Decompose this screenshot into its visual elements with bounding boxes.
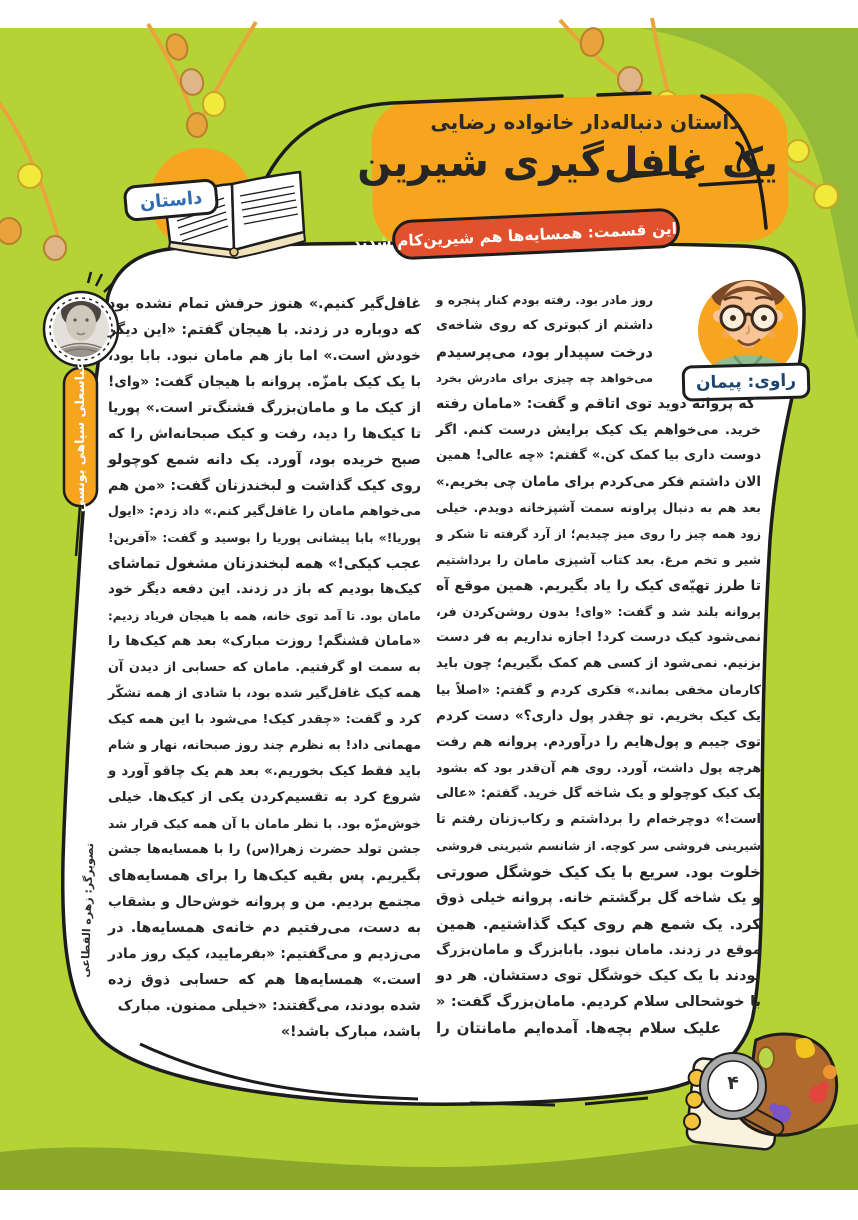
- story-line: هرچه پول داشت، آورد. روی هم آن‌قدر بود که بشود: [436, 760, 761, 775]
- story-line: روز مادر بود. رفته بودم کنار پنجره و: [436, 293, 653, 307]
- story-line: غافل‌گیر کنیم.» هنوز حرفش تمام نشده بود: [108, 296, 421, 312]
- story-column-left: [108, 291, 421, 1045]
- story-line: تا کیک‌ها را دید، رفت و کیک صبحانه‌اش را که: [108, 426, 421, 442]
- story-line: به دست، می‌رفتیم دم خانه‌ی همسایه‌ها. در: [108, 920, 421, 936]
- story-line: الان داشتم فکر می‌کردم برای مامان چی بخریم.»: [435, 474, 761, 490]
- story-line: روی کیک گذاشت و لبخندزنان گفت: «من هم: [108, 478, 421, 494]
- story-line: با خوشحالی سلام کردیم. مامان‌بزرگ گفت: «: [436, 994, 761, 1010]
- story-line: مهمانی داد! به نظرم چند روز صبحانه، نهار و شام: [108, 738, 421, 753]
- story-line: شیر و تخم مرغ. بعد کتاب آشپزی مامان را برداشتیم: [436, 552, 761, 567]
- story-line: یک کیک بخریم. تو چقدر پول داری؟» دست کردم: [436, 708, 761, 724]
- page-title: یک غافل‌گیری شیرین: [357, 140, 778, 186]
- story-line: شیرینی فروشی سر کوچه. از شانسم شیرینی فروشی: [436, 839, 761, 853]
- story-line: باید فقط کیک بخوریم.» بعد هم یک چاقو آورد و: [108, 764, 421, 779]
- series-label: داستان دنباله‌دار خانواده رضایی: [430, 110, 740, 134]
- story-line: دوست داری بیا کمک کن.» گفتم: «چه عالی! همین: [436, 448, 761, 463]
- author-name: عباسعلی سپاهی یونسی: [72, 362, 87, 513]
- story-line: باشد، مبارک باشد!»: [280, 1024, 421, 1040]
- narrator-label: راوی: پیمان: [682, 362, 811, 401]
- story-line: است!» دوچرخه‌ام را برداشتم و رکاب‌زنان رفتم تا: [436, 812, 761, 827]
- story-line: مجتمع بردیم. من و پروانه خوش‌حال و بشقاب: [108, 894, 421, 910]
- story-line: کرد. یک شمع هم روی کیک گذاشتیم. همین: [436, 915, 761, 933]
- story-line: همه کیک غافل‌گیر شده بود، با شادی از همه تشکّر: [108, 686, 421, 701]
- story-line: توی جیبم و پول‌هایم را درآوردم. پروانه هم رفت: [436, 734, 761, 750]
- story-line: نمی‌شود کیک درست کرد! اجازه نداریم به فر دست: [436, 630, 761, 645]
- story-line: صبح خریده بود، آورد. یک دانه شمع کوچولو: [108, 452, 421, 468]
- story-line: کیک‌ها بودیم که باز در زدند. این دفعه دیگر خود: [108, 582, 421, 597]
- story-line: جشن تولد حضرت زهرا(س) را با همسایه‌ها جشن: [108, 842, 421, 857]
- story-line: علیک سلام بچه‌ها. آمده‌ایم مامانتان را: [436, 1019, 721, 1037]
- story-line: درخت سپیدار بود، می‌پرسیدم: [436, 343, 653, 361]
- story-line: بعد هم به دنبال پراونه سمت آشپزخانه دویدم. خیلی: [436, 500, 761, 515]
- page-number: ۴: [727, 1072, 739, 1094]
- story-line: که پروانه دوید توی اتاقم و گفت: «مامان رفته: [436, 396, 755, 412]
- story-line: خرید. می‌خواهم یک کیک برایش درست کنم. اگر: [436, 422, 761, 438]
- story-line: شده بودند، می‌گفتند: «خیلی ممنون. مبارک: [117, 998, 421, 1014]
- story-line: خودش است.» اما باز هم مامان نبود. بابا بود،: [108, 348, 421, 364]
- illustrator-credit: تصویرگر: زهره القطاعی: [78, 842, 97, 978]
- story-line: می‌خواهد چه چیزی برای مادرش بخرد: [436, 371, 653, 385]
- story-line: که دوباره در زدند. با هیجان گفتم: «این دیگر: [108, 322, 421, 338]
- story-line: با یک کیک بامزّه. پروانه با هیجان گفت: «وای!: [108, 374, 421, 390]
- story-line: می‌خواهم مامان را غافل‌گیر کنم.» داد زدم: «ایول: [107, 504, 421, 519]
- story-line: به سمت او گرفتیم. مامان که حسابی از دیدن آن: [108, 660, 421, 675]
- story-line: بگیریم. پس بقیه کیک‌ها را برای همسایه‌های: [108, 868, 421, 884]
- story-line: مامان بود. تا آمد توی خانه، همه با هیجان فریاد زدیم:: [108, 609, 421, 623]
- story-line: کرد و گفت: «چقدر کیک! می‌شود با این همه کیک: [108, 712, 421, 727]
- story-line: از کیک ما و مامان‌بزرگ قشنگ‌تر است.» پوریا: [108, 400, 421, 416]
- story-line: پوریا!» بابا پیشانی پوریا را بوسید و گفت: «آفرین!: [108, 531, 421, 545]
- story-badge: داستان: [123, 178, 220, 222]
- story-line: بودند با یک کیک خوشگل توی دستشان. هر دو: [436, 968, 761, 984]
- episode-pill: این قسمت: همسایه‌ها هم شیرین‌کام شدند: [391, 207, 681, 260]
- story-line: داشتم از کبوتری که روی شاخه‌ی: [436, 318, 653, 333]
- story-line: موقع در زدند. مامان نبود. بابابزرگ و مامان‌بزرگ: [436, 942, 761, 958]
- story-column-right: [436, 287, 761, 1041]
- story-line: است.» همسایه‌ها هم که حسابی ذوق زده: [108, 972, 421, 988]
- story-line: پروانه بلند شد و گفت: «وای! بدون روشن‌کردن فر،: [436, 604, 761, 619]
- story-line: خوش‌مزّه بود. با نظر مامان با آن همه کیک قرار شد: [108, 817, 421, 831]
- story-line: کارمان مخفی بماند.» فکری کردم و گفتم: «اصلاً بیا: [436, 682, 761, 697]
- story-line: یک کیک کوچولو و یک شاخه گل خرید. گفتم: «عالی: [436, 786, 761, 801]
- story-line: تا طرز تهیّه‌ی کیک را یاد بگیریم. همین موقع آه: [436, 578, 761, 594]
- story-line: عجب کیکی!» همه لبخندزنان مشغول تماشای: [107, 556, 421, 572]
- story-line: و یک شاخه گل برگشتم خانه. پروانه خیلی ذوق: [436, 890, 761, 906]
- story-line: خلوت بود. سریع با یک کیک خوشگل صورتی: [436, 863, 761, 881]
- story-line: «مامان قشنگم! روزت مبارک» بعد هم کیک‌ها را: [108, 634, 421, 649]
- story-line: شروع کرد به تقسیم‌کردن یکی از کیک‌ها. خیلی: [108, 790, 421, 805]
- story-line: بزنیم. نمی‌شود از کسی هم کمک بگیریم؛ چون باید: [436, 656, 761, 671]
- story-line: می‌زدیم و می‌گفتیم: «بفرمایید، کیک روز مادر: [108, 946, 421, 962]
- story-line: زود همه چیز را روی میز چیدیم؛ از آرد گرفته تا شکر و: [436, 527, 761, 541]
